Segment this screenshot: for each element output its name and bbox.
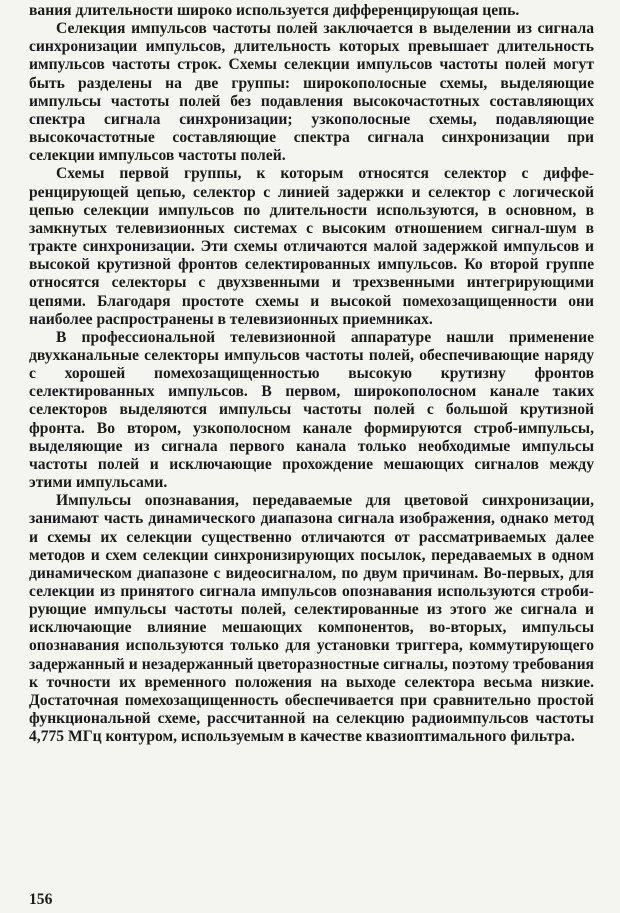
paragraph-2: Селекция импульсов частоты полей заключается в выделении из сигнала синхронизации импульсов, длительность которых превышает длительность импульсов частоты строк. Схемы селекции импульсов частоты полей могут быть разделены на две группы: широкополосные схемы, выделяющие импульсы частоты полей без подавления высокочастотных составляющих спектра сигнала синхронизации; узкополосные схемы, подавляющие высокочастотные составляющие спектра сигнала синхронизации при селекции импульсов частоты полей. <box>29 20 594 165</box>
page-number: 156 <box>29 891 53 908</box>
paragraph-3: Схемы первой группы, к которым относятся селектор с дифференцирующей цепью, селектор с линией задержки и селектор с логической цепью селекции импульсов по длительности используются, в основном, в замкнутых телевизионных системах с высоким отношением сигнал-шум в тракте синхронизации. Эти схемы отличаются малой задержкой импульсов и высокой крутизной фронтов селектированных импульсов. Ко второй группе относятся селекторы с двухзвенными и трехзвенными интегрирующими цепями. Благодаря простоте схемы и высокой помехозащищенности они наиболее распространены в телевизионных приемниках. <box>29 165 594 328</box>
paragraph-1: вания длительности широко используется дифференцирующая цепь. <box>29 2 520 19</box>
body-text <box>29 2 594 746</box>
paragraph-5: Импульсы опознавания, передаваемые для цветовой синхронизации, занимают часть динамического диапазона сигнала изображения, однако метод и схемы их селекции существенно отличаются от рассматриваемых далее методов и схем селекции синхронизирующих посылок, передаваемых в одном динамическом диапазоне с видеосигналом, по двум причинам. Во-первых, для селекции из принятого сигнала импульсов опознавания используются стробирующие импульсы частоты полей, селектированные из этого же сигнала и исключающие влияние мешающих компонентов, во-вторых, импульсы опознавания используются только для установки триггера, коммутирующего задержанный и незадержанный цветоразностные сигналы, поэтому требования к точности их временного положения на выходе селектора весьма низкие. Достаточная помехозащищенность обеспечивается при сравнительно простой функциональной схеме, рассчитанной на селекцию радиоимпульсов частоты 4,775 МГц контуром, используемым в качестве квазиоптимального фильтра. <box>29 492 594 746</box>
paragraph-4: В профессиональной телевизионной аппаратуре нашли применение двухканальные селекторы импульсов частоты полей, обеспечивающие наряду с хорошей помехозащищенностью высокую крутизну фронтов селектированных импульсов. В первом, широкополосном канале таких селекторов выделяются импульсы частоты полей с большой крутизной фронта. Во втором, узкополосном канале формируются строб-импульсы, выделяющие из сигнала первого канала только необходимые импульсы частоты полей и исключающие прохождение мешающих сигналов между этими импульсами. <box>29 328 594 492</box>
